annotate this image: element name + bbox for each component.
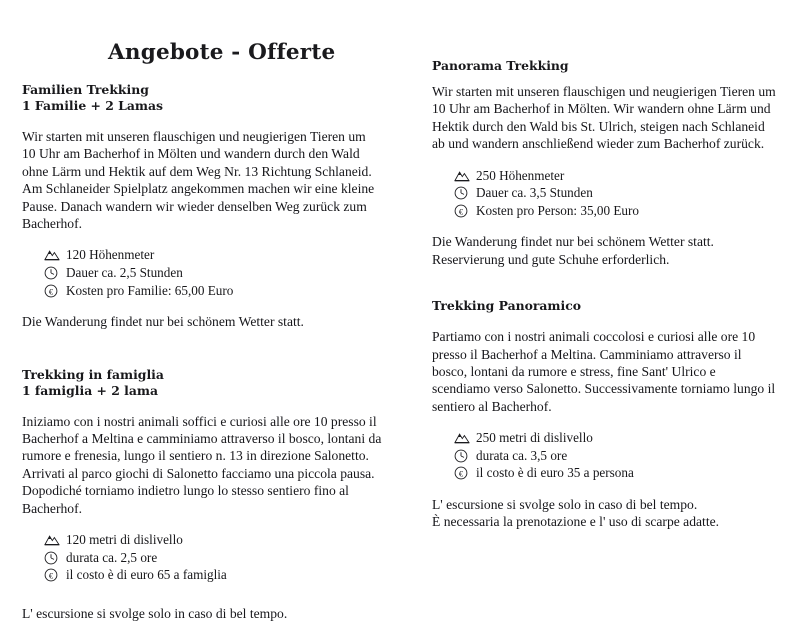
mountain-icon	[454, 431, 472, 447]
coin-icon	[44, 284, 62, 300]
section-body: Iniziamo con i nostri animali soffici e curiosi alle ore 10 presso il Bacherhof a Meltina e camminiamo attraverso il bosco, lontani da rumore e frenesia, lungo il sentiero n. 13 in direzione Salonetto. Arrivati al parco giochi di Salonetto facciamo una piccola pausa. Dopodiché torniamo indietro lungo lo stesso sentiero fino al Bacherhof.	[22, 413, 382, 516]
column-left	[22, 82, 382, 622]
page-title: Angebote - Offerte	[108, 40, 336, 65]
list-item	[44, 282, 382, 300]
section-note: Die Wanderung findet nur bei schönem Wetter statt.	[22, 314, 304, 330]
section-note: Reservierung und gute Schuhe erforderlich.	[432, 251, 670, 267]
svg-text:€: €	[48, 285, 54, 296]
fact-text: durata ca. 2,5 ore	[66, 549, 158, 565]
fact-text: 250 metri di dislivello	[476, 430, 593, 446]
list-item	[44, 246, 382, 264]
fact-text: il costo è di euro 65 a famiglia	[66, 567, 227, 583]
section-body: Wir starten mit unseren flauschigen und neugierigen Tieren um 10 Uhr am Bacherhof in Mölten. Wir wandern ohne Lärm und Hektik durch den Wald bis St. Ulrich, steigen nach Schlaneid ab und wandern anschließend wieder zum Bacherhof zurück.	[432, 84, 776, 152]
coin-icon	[454, 466, 472, 482]
section-note: È necessaria la prenotazione e l' uso di scarpe adatte.	[432, 514, 720, 530]
column-right	[432, 58, 777, 531]
section-heading: Trekking Panoramico	[432, 298, 582, 314]
fact-text: 250 Höhenmeter	[476, 167, 565, 183]
list-item	[454, 447, 777, 465]
section-body: Partiamo con i nostri animali coccolosi e curiosi alle ore 10 presso il Bacherhof a Meltina. Camminiamo attraverso il bosco, lontani da rumore e stress, fine Sant' Ulrico e scendiamo verso Salonetto. Successivamente torniamo lungo il sentiero al Bacherhof.	[432, 329, 776, 414]
list-item	[44, 566, 382, 584]
fact-list	[432, 167, 777, 220]
clock-icon	[454, 186, 472, 202]
section-familien-trekking	[22, 82, 382, 331]
svg-text:€: €	[458, 468, 464, 479]
svg-text:€: €	[48, 570, 54, 581]
mountain-icon	[44, 248, 62, 264]
fact-list	[432, 429, 777, 482]
list-item	[44, 549, 382, 567]
section-heading: Familien Trekking	[22, 82, 149, 97]
fact-text: durata ca. 3,5 ore	[476, 447, 568, 463]
fact-text: 120 Höhenmeter	[66, 247, 155, 263]
mountain-icon	[454, 169, 472, 185]
clock-icon	[44, 551, 62, 567]
coin-icon	[44, 568, 62, 584]
section-heading: Trekking in famiglia	[22, 366, 164, 382]
clock-icon	[454, 449, 472, 465]
list-item	[454, 464, 777, 482]
fact-text: Kosten pro Familie: 65,00 Euro	[66, 282, 234, 298]
list-item	[454, 429, 777, 447]
fact-text: Kosten pro Person: 35,00 Euro	[476, 202, 639, 218]
clock-icon	[44, 266, 62, 282]
fact-text: Dauer ca. 3,5 Stunden	[476, 185, 593, 201]
list-item	[454, 184, 777, 202]
list-item	[44, 531, 382, 549]
fact-list	[22, 531, 382, 584]
section-panorama-trekking	[432, 58, 777, 268]
svg-text:€: €	[458, 206, 464, 217]
list-item	[454, 202, 777, 220]
fact-text: Dauer ca. 2,5 Stunden	[66, 265, 183, 281]
mountain-icon	[44, 533, 62, 549]
section-heading: Panorama Trekking	[432, 58, 569, 73]
fact-text: 120 metri di dislivello	[66, 532, 183, 548]
section-note: Die Wanderung findet nur bei schönem Wetter statt.	[432, 234, 714, 250]
section-trekking-in-famiglia	[22, 367, 382, 622]
coin-icon	[454, 204, 472, 220]
section-subheading: 1 famiglia + 2 lama	[22, 382, 159, 398]
list-item	[44, 264, 382, 282]
section-body: Wir starten mit unseren flauschigen und neugierigen Tieren um 10 Uhr am Bacherhof in Mölten und wandern durch den Wald ohne Lärm und Hektik auf dem Weg Nr. 13 Richtung Schlaneid. Am Schlaneider Spielplatz angekommen machen wir eine kleine Pause. Danach wandern wir wieder denselben Weg zurück zum Bacherhof.	[22, 129, 375, 232]
section-trekking-panoramico	[432, 298, 777, 531]
fact-list	[22, 246, 382, 299]
section-note: L' escursione si svolge solo in caso di bel tempo.	[22, 605, 288, 621]
section-note: L' escursione si svolge solo in caso di bel tempo.	[432, 497, 698, 513]
fact-text: il costo è di euro 35 a persona	[476, 465, 634, 481]
list-item	[454, 167, 777, 185]
section-subheading: 1 Familie + 2 Lamas	[22, 98, 163, 113]
